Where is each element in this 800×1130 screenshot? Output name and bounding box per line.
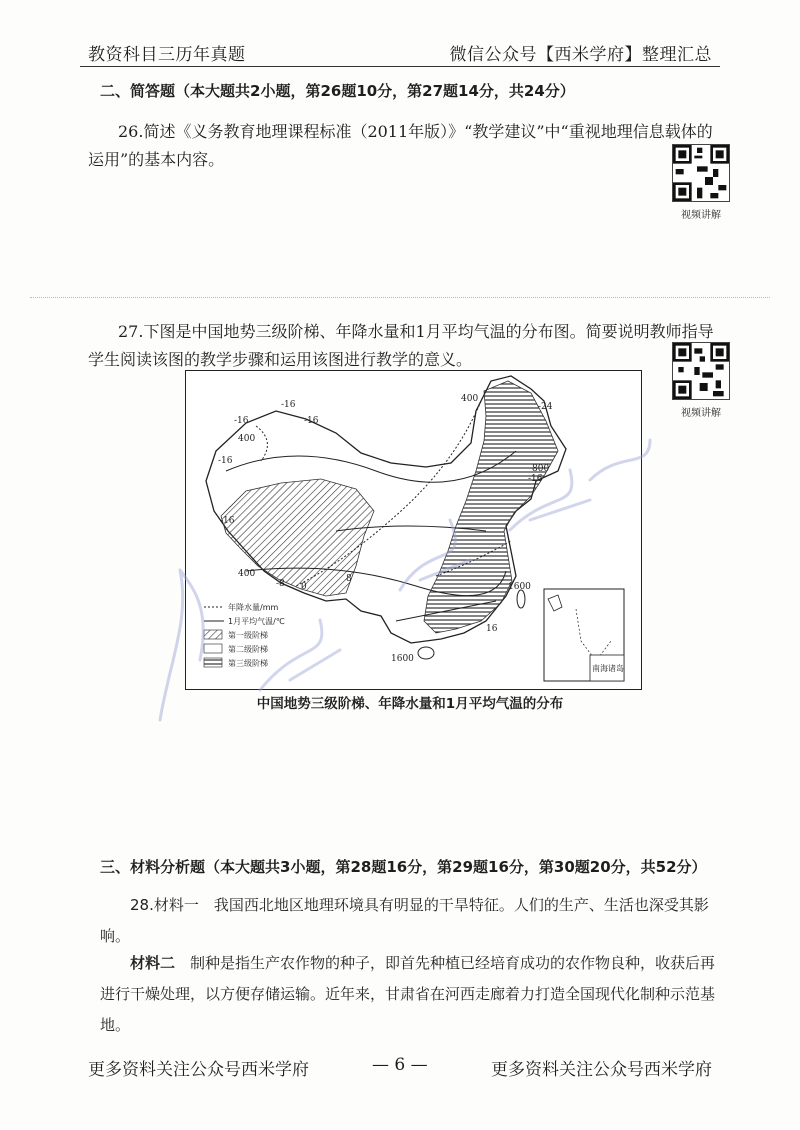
qr-26[interactable]	[672, 144, 736, 221]
legend-step2: 第二级阶梯	[228, 645, 268, 654]
qr-26-caption: 视频讲解	[681, 210, 721, 221]
label-t-0: 0	[301, 582, 307, 592]
label-p-400b: 400	[238, 434, 256, 444]
header-left: 教资科目三历年真题	[88, 45, 246, 65]
label-t-n24: -24	[538, 402, 553, 412]
label-t-8: 8	[346, 574, 352, 584]
legend-step3: 第三级阶梯	[228, 659, 268, 668]
label-p-1600b: 1600	[391, 654, 414, 664]
header-rule	[80, 66, 720, 67]
south-china-sea-inset	[544, 589, 624, 681]
section-2-title: 二、简答题（本大题共2小题，第26题10分，第27题14分，共24分）	[100, 82, 575, 100]
map-drawing	[186, 371, 641, 689]
label-t-n16c: -16	[304, 416, 319, 426]
map-caption: 中国地势三级阶梯、年降水量和1月平均气温的分布	[256, 696, 564, 712]
legend-precip: 年降水量/mm	[228, 603, 279, 612]
qr-code-icon	[672, 144, 730, 202]
label-t-n8: -8	[276, 579, 285, 589]
footer-left: 更多资料关注公众号西米学府	[88, 1060, 309, 1080]
page-number: — 6 —	[372, 1055, 428, 1075]
question-27: 27.下图是中国地势三级阶梯、年降水量和1月平均气温的分布图。简要说明教师指导学生阅读该图的教学步骤和运用该图进行教学的意义。	[88, 322, 714, 369]
inset-label: 南海诸岛	[592, 664, 624, 673]
label-t-n16a: -16	[281, 400, 296, 410]
question-26: 26.简述《义务教育地理课程标准（2011年版）》“教学建议”中“重视地理信息载体的运用”的基本内容。	[88, 122, 713, 169]
material-2-text: 制种是指生产农作物的种子，即首先种植已经培育成功的农作物良种，收获后再进行干燥处理，以方便存储运输。近年来，甘肃省在河西走廊着力打造全国现代化制种示范基地。	[100, 954, 716, 1034]
label-t-n16f: -16	[528, 474, 543, 484]
china-terrain-map	[185, 370, 642, 690]
label-t-16: 16	[486, 624, 498, 634]
label-p-1600a: 1600	[508, 582, 531, 592]
label-t-n16d: -16	[218, 456, 233, 466]
material-2-label: 材料二	[130, 954, 176, 972]
label-p-400c: 400	[238, 569, 256, 579]
header-right: 微信公众号【西米学府】整理汇总	[449, 45, 712, 65]
question-28-material-2	[100, 948, 720, 1041]
section-3-title: 三、材料分析题（本大题共3小题，第28题16分，第29题16分，第30题20分，共52分）	[100, 858, 707, 876]
legend-temp: 1月平均气温/℃	[228, 617, 285, 626]
qr-code-icon	[672, 342, 730, 400]
footer-right: 更多资料关注公众号西米学府	[491, 1060, 712, 1080]
map-legend	[204, 602, 285, 668]
label-t-n16b: -16	[234, 416, 249, 426]
label-p-400a: 400	[461, 394, 479, 404]
legend-step1: 第一级阶梯	[228, 631, 268, 640]
divider	[30, 297, 770, 298]
label-t-n16e: -16	[220, 516, 235, 526]
qr-27[interactable]	[672, 342, 736, 419]
label-p-800: 800	[532, 464, 550, 474]
question-28-material-1: 28.材料一 我国西北地区地理环境具有明显的干旱特征。人们的生产、生活也深受其影响。	[100, 896, 709, 945]
qr-27-caption: 视频讲解	[681, 408, 721, 419]
